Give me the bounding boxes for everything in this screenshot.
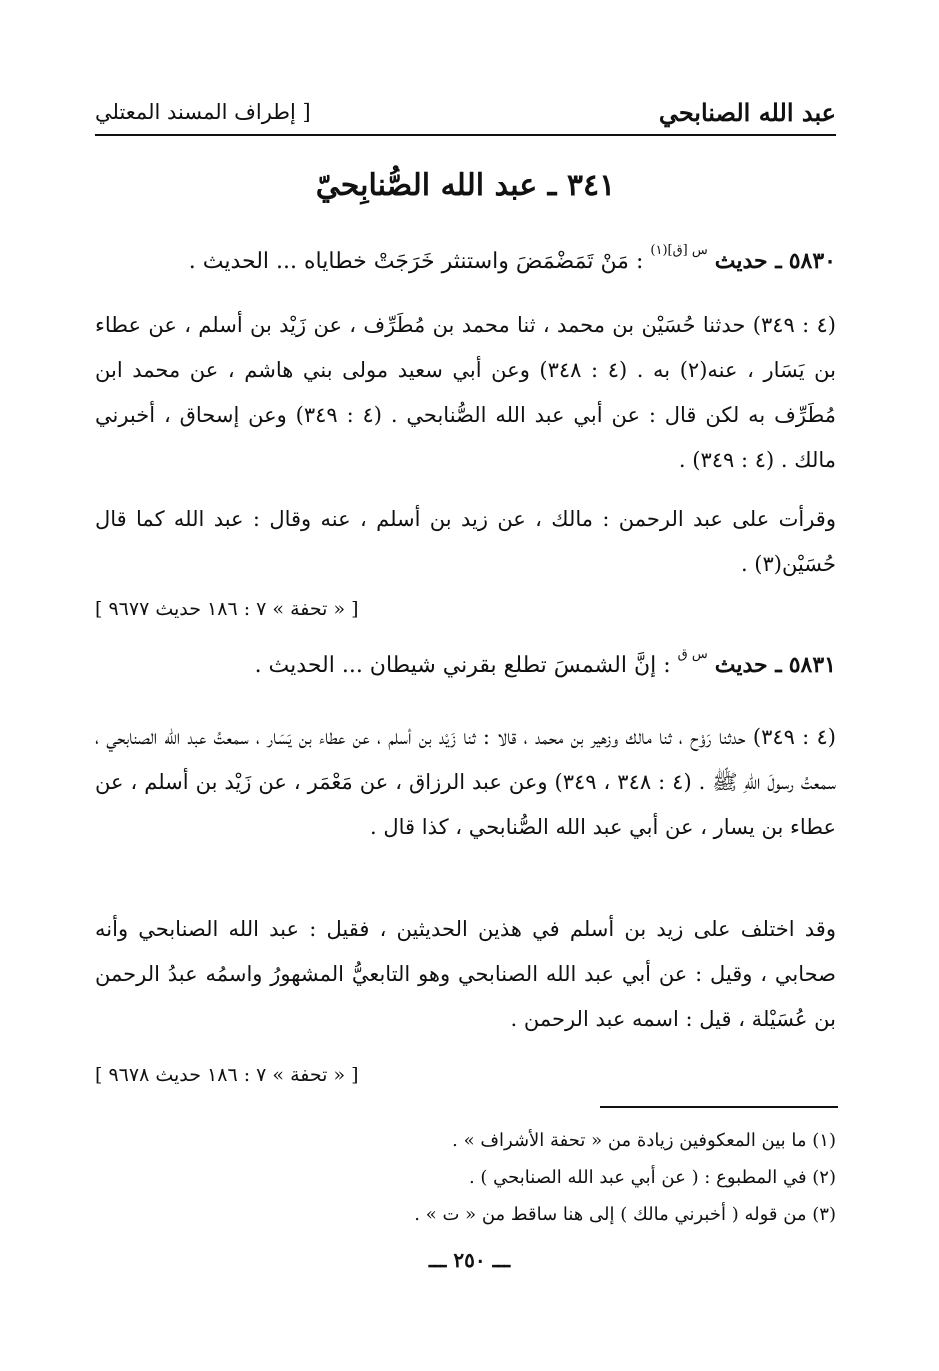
entry-keyword: ـ حديث xyxy=(714,652,782,678)
tuhfa-reference-1: [ « تحفة » ٧ : ١٨٦ حديث ٩٦٧٧ ] xyxy=(95,598,359,620)
chapter-title: ٣٤١ ـ عبد الله الصُّنابِحيّ xyxy=(315,168,616,203)
hadith-entry-5831 xyxy=(95,647,836,678)
header-chapter-title: عبد الله الصنابحي xyxy=(658,98,836,127)
entry-sigla: س [ق](١) xyxy=(650,243,708,258)
isnad-paragraph-2: وقرأت على عبد الرحمن : مالك ، عن زيد بن أسلم ، عنه وقال : عبد الله كما قال حُسَيْن(٣) . xyxy=(95,507,836,576)
isnad-paragraph-3: (٤ : ٣٤٩) حدثنا رَوْح ، ثنا مالك وزهير بن محمد ، قالا : ثنا زَيْد بن أسلم ، عن عطاء بن يَسَار ، سمعتُ عبد الله الصنابحي ، سمعتُ رسولَ اللهِ ﷺ . (٤ : ٣٤٨ ، ٣٤٩) وعن عبد الرزاق ، عن مَعْمَر ، عن زَيْد بن أسلم ، عن عطاء بن يسار ، عن أبي عبد الله الصُّنابحي ، كذا قال . xyxy=(95,725,836,839)
footnote-separator xyxy=(600,1106,838,1108)
commentary-paragraph: وقد اختلف على زيد بن أسلم في هذين الحديثين ، فقيل : عبد الله الصنابحي وأنه صحابي ، وقيل : عن أبي عبد الله الصنابحي وهو التابعيُّ المشهورُ واسمُه عبدُ الرحمن بن عُسَيْلة ، قيل : اسمه عبد الرحمن . xyxy=(95,917,836,1031)
tuhfa-reference-2: [ « تحفة » ٧ : ١٨٦ حديث ٩٦٧٨ ] xyxy=(95,1064,359,1086)
entry-number: ٥٨٣٠ xyxy=(788,248,836,274)
footnote-1: (١) ما بين المعكوفين زيادة من « تحفة الأشراف » . xyxy=(452,1130,836,1151)
entry-keyword: ـ حديث xyxy=(714,248,782,274)
header-book-title: [ إطراف المسند المعتلي xyxy=(95,100,311,124)
entry-number: ٥٨٣١ xyxy=(788,652,836,678)
footnote-2: (٢) في المطبوع : ( عن أبي عبد الله الصنابحي ) . xyxy=(468,1167,836,1188)
footnote-3: (٣) من قوله ( أخبرني مالك ) إلى هنا ساقط من « ت » . xyxy=(414,1204,836,1225)
entry-text: : إنَّ الشمسَ تطلع بقرني شيطان ... الحديث . xyxy=(254,653,671,678)
entry-sigla: س ق xyxy=(677,647,708,662)
hadith-entry-5830 xyxy=(95,243,836,274)
header-divider xyxy=(95,134,836,136)
page-number: ـــ ٢٥٠ ـــ xyxy=(428,1248,511,1272)
running-header xyxy=(95,98,836,134)
entry-text: : مَنْ تَمَضْمَضَ واستنثر خَرَجَتْ خطاياه ... الحديث . xyxy=(188,249,644,274)
isnad-paragraph-1: (٤ : ٣٤٩) حدثنا حُسَيْن بن محمد ، ثنا محمد بن مُطَرِّف ، عن زَيْد بن أسلم ، عن عطاء بن يَسَار ، عنه(٢) به . (٤ : ٣٤٨) وعن أبي سعيد مولى بني هاشم ، عن محمد ابن مُطَرِّف به لكن قال : عن أبي عبد الله الصُّنابحي . (٤ : ٣٤٩) وعن إسحاق ، أخبرني مالك . (٤ : ٣٤٩) . xyxy=(95,313,836,472)
